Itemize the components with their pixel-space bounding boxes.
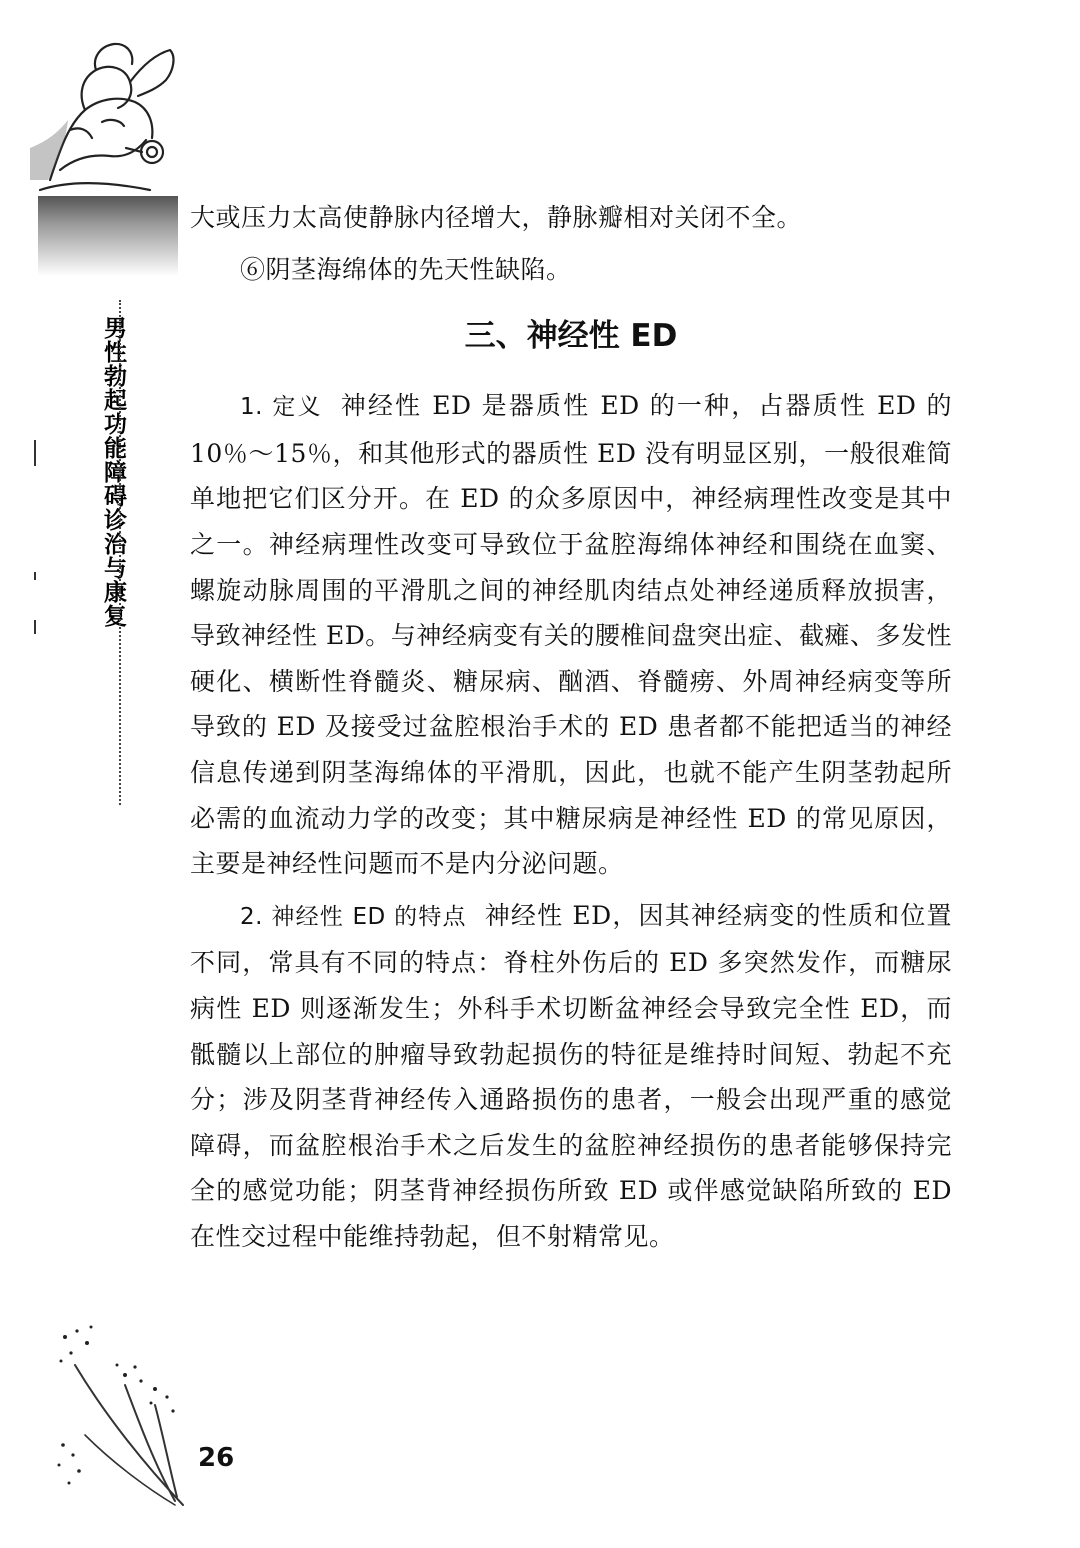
header-gray-band [38, 196, 178, 276]
margin-dotted-rule [119, 300, 121, 805]
list-item-6: ⑥阴茎海绵体的先天性缺陷。 [240, 254, 572, 284]
margin-tick-mark [34, 440, 36, 466]
definition-label: 1. 定义 [240, 394, 323, 421]
characteristics-text: 神经性 ED，因其神经病变的性质和位置不同，常具有不同的特点：脊柱外伤后的 ED 多突然发作，而糖尿病性 ED 则逐渐发生；外科手术切断盆神经会导致完全性 ED，而骶髓以上部位的肿瘤导致勃起损伤的特征是维持时间短、勃起不充分；涉及阴茎背神经传入通路损伤的患者，一般会出现严重的感觉障碍，而盆腔根治手术之后发生的盆腔神经损伤的患者能够保持完全的感觉功能；阴茎背神经损伤所致 ED 或伴感觉缺陷所致的 ED 在性交过程中能维持勃起，但不射精常见。 [190, 900, 953, 1251]
characteristics-paragraph [190, 893, 952, 1260]
margin-tick-mark [34, 572, 36, 580]
page-content [190, 195, 952, 1259]
margin-tick-mark [34, 620, 36, 634]
muscleman-illustration-icon [30, 30, 180, 200]
definition-paragraph [190, 383, 952, 887]
definition-text: 神经性 ED 是器质性 ED 的一种，占器质性 ED 的10％～15％，和其他形式的器质性 ED 没有明显区别，一般很难简单地把它们区分开。在 ED 的众多原因中，神经病理性改变是其中之一。神经病理性改变可导致位于盆腔海绵体神经和围绕在血窦、螺旋动脉周围的平滑肌之间的神经肌肉结点处神经递质释放损害，导致神经性 ED。与神经病变有关的腰椎间盘突出症、截瘫、多发性硬化、横断性脊髓炎、糖尿病、酗酒、脊髓痨、外周神经病变等所导致的 ED 及接受过盆腔根治手术的 ED 患者都不能把适当的神经信息传递到阴茎海绵体的平滑肌，因此，也就不能产生阴茎勃起所必需的血流动力学的改变；其中糖尿病是神经性 ED 的常见原因，主要是神经性问题而不是内分泌问题。 [190, 391, 952, 879]
sparkle-decoration-icon [55, 1325, 205, 1515]
page-number: 26 [198, 1443, 235, 1473]
continuation-paragraph: 大或压力太高使静脉内径增大，静脉瓣相对关闭不全。 [190, 203, 803, 232]
characteristics-label: 2. 神经性 ED 的特点 [240, 903, 467, 930]
spine-book-title: 男性勃起功能障碍诊治与康复 [100, 316, 126, 628]
section-heading: 三、神经性 ED [464, 318, 678, 355]
